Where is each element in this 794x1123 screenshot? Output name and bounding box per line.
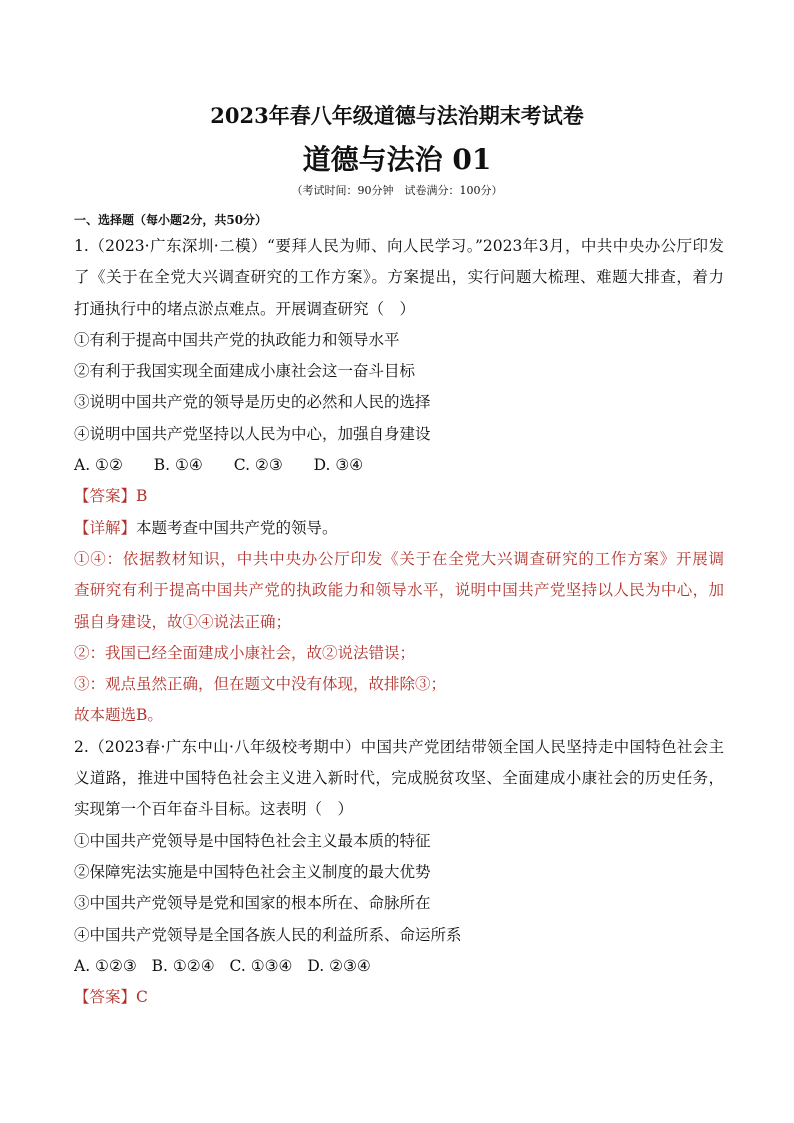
q2-option-a: A. ①②③ <box>74 956 137 975</box>
q1-option-c: C. ②③ <box>233 456 283 475</box>
q1-explanation-line: 强自身建设，故①④说法正确； <box>74 612 292 631</box>
q1-item: ③说明中国共产党的领导是历史的必然和人民的选择 <box>74 393 431 412</box>
q2-item: ④中国共产党领导是全国各族人民的利益所系、命运所系 <box>74 925 462 944</box>
exam-title: 2023年春八年级道德与法治期末考试卷 <box>210 103 584 128</box>
q2-stem-line: 义道路，推进中国特色社会主义进入新时代，完成脱贫攻坚、全面建成小康社会的历史任务， <box>74 769 724 788</box>
q1-item: ①有利于提高中国共产党的执政能力和领导水平 <box>74 330 400 349</box>
section-heading: 一、选择题（每小题2分，共50分） <box>74 213 268 227</box>
q2-stem-line: 2.（2023春·广东中山·八年级校考期中）中国共产党团结带领全国人民坚持走中国特色社会主 <box>74 737 724 756</box>
q1-explanation-line: ②：我国已经全面建成小康社会，故②说法错误； <box>74 643 416 662</box>
q2-option-b: B. ①②④ <box>151 956 215 975</box>
q1-item: ④说明中国共产党坚持以人民为中心，加强自身建设 <box>74 424 431 443</box>
q2-option-d: D. ②③④ <box>307 956 371 975</box>
q2-item: ②保障宪法实施是中国特色社会主义制度的最大优势 <box>74 862 431 881</box>
q2-answer <box>74 982 724 1013</box>
q1-explanation-line: ③：观点虽然正确，但在题文中没有体现，故排除③； <box>74 675 447 694</box>
q1-option-d: D. ③④ <box>313 456 364 475</box>
answer-value: B <box>136 487 148 506</box>
detail-intro: 本题考查中国共产党的领导。 <box>136 518 338 537</box>
question-2 <box>74 732 724 1014</box>
q1-item: ②有利于我国实现全面建成小康社会这一奋斗目标 <box>74 362 416 381</box>
q2-item: ③中国共产党领导是党和国家的根本所在、命脉所在 <box>74 894 431 913</box>
exam-info: （考试时间：90分钟 试卷满分：100分） <box>291 184 503 197</box>
q1-stem-line: 1.（2023·广东深圳·二模）“要拜人民为师、向人民学习。”2023年3月，中共中央办公厅印发 <box>74 237 724 255</box>
subject-title: 道德与法治 01 <box>302 143 492 176</box>
q2-item: ①中国共产党领导是中国特色社会主义最本质的特征 <box>74 831 431 850</box>
q2-option-c: C. ①③④ <box>229 956 293 975</box>
q1-options <box>74 450 724 481</box>
q1-answer <box>74 481 724 512</box>
q2-stem-line: 实现第一个百年奋斗目标。这表明（ ） <box>74 800 354 819</box>
question-1 <box>74 231 724 732</box>
answer-tag: 【答案】 <box>74 988 137 1007</box>
answer-value: C <box>136 988 148 1007</box>
q1-option-b: B. ①④ <box>153 456 203 475</box>
q1-explanation-line: ①④：依据教材知识，中共中央办公厅印发《关于在全党大兴调查研究的工作方案》开展调 <box>74 549 724 568</box>
q1-stem-line: 了《关于在全党大兴调查研究的工作方案》。方案提出，实行问题大梳理、难题大排查，着力 <box>74 268 724 287</box>
exam-content <box>74 209 724 1013</box>
q1-stem-line: 打通执行中的堵点淤点难点。开展调查研究（ ） <box>74 299 416 318</box>
q2-options <box>74 951 724 982</box>
answer-tag: 【答案】 <box>74 487 137 506</box>
q1-detail <box>74 513 724 544</box>
q1-option-a: A. ①② <box>74 456 123 475</box>
detail-tag: 【详解】 <box>74 518 137 537</box>
q1-explanation-line: 查研究有利于提高中国共产党的执政能力和领导水平，说明中国共产党坚持以人民为中心，加 <box>74 581 724 600</box>
q1-conclusion: 故本题选B。 <box>74 706 163 725</box>
